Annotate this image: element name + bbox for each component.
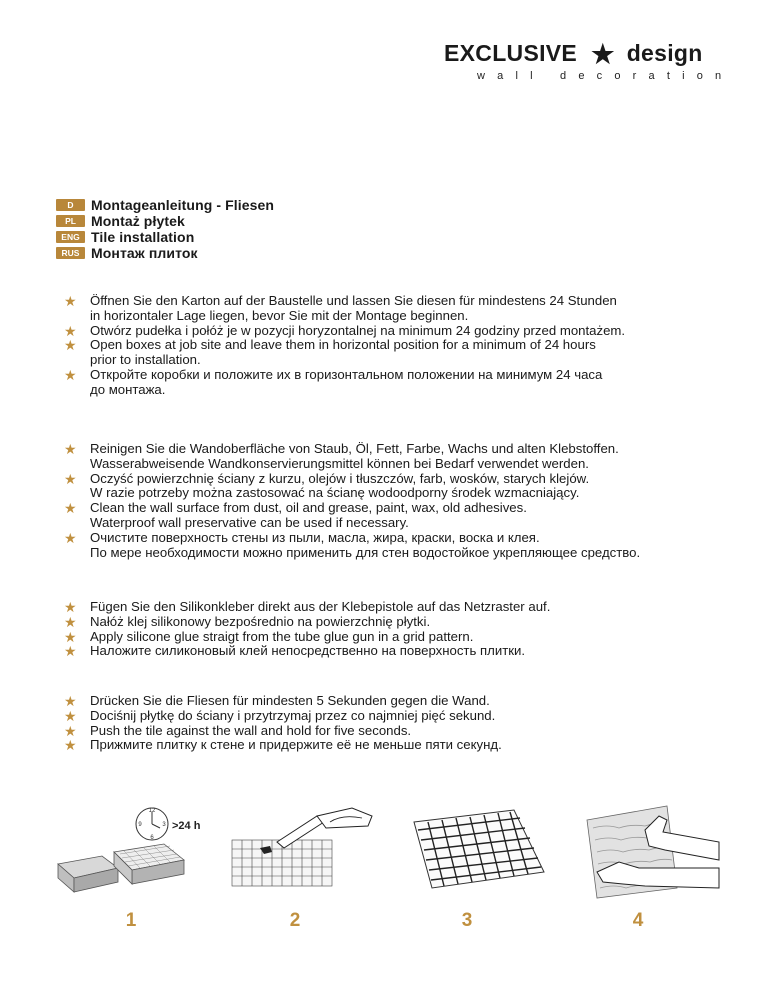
lang-title-de: Montageanleitung - Fliesen <box>91 197 275 213</box>
instruction-item <box>64 368 744 398</box>
lang-row-pl <box>56 213 274 229</box>
instruction-item <box>64 600 744 615</box>
star-bullet-icon: ★ <box>64 643 77 660</box>
instruction-text: Otwórz pudełka i połóż je w pozycji horyzontalnej na minimum 24 godziny przed montażem. <box>90 322 626 338</box>
instruction-item <box>64 709 744 724</box>
instruction-text: Dociśnij płytkę do ściany i przytrzymaj przez co najmniej pięć sekund. <box>90 707 496 723</box>
instruction-item <box>64 324 744 339</box>
brand-tagline: wall decoration <box>477 70 734 82</box>
instruction-text: Откройте коробки и положите их в горизонтальном положении на минимум 24 часа до монтажа. <box>90 366 603 397</box>
star-bullet-icon: ★ <box>64 366 77 383</box>
instruction-text: Очистите поверхность стены из пыли, масла, жира, краски, воска и клея. По мере необходимости можно применить для стен водостойкое укрепляющее средство. <box>90 529 641 560</box>
star-icon: ★ <box>591 38 615 69</box>
star-bullet-icon: ★ <box>64 293 77 309</box>
star-bullet-icon: ★ <box>64 599 77 615</box>
brand-logo <box>444 40 720 67</box>
step-illustrations <box>54 802 724 902</box>
star-bullet-icon: ★ <box>64 337 77 354</box>
star-bullet-icon: ★ <box>64 693 77 709</box>
lang-badge-pl: PL <box>56 215 85 227</box>
star-bullet-icon: ★ <box>64 737 77 754</box>
instruction-item <box>64 294 744 324</box>
instruction-text: Oczyść powierzchnię ściany z kurzu, olejów i tłuszczów, farb, wosków, starych klejów. W razie potrzeby można zastosować na ścianę wodoodporny środek wzmacniający. <box>90 470 590 501</box>
step-number-2: 2 <box>289 910 301 931</box>
star-bullet-icon: ★ <box>64 613 77 630</box>
star-bullet-icon: ★ <box>64 707 77 724</box>
instruction-item <box>64 472 744 502</box>
star-bullet-icon: ★ <box>64 322 77 339</box>
instruction-section-1 <box>64 294 744 398</box>
clock-label: >24 h <box>172 820 201 832</box>
instruction-text: Open boxes at job site and leave them in horizontal position for a minimum of 24 hours prior to installation. <box>90 337 596 368</box>
instruction-section-4 <box>64 694 744 753</box>
lang-badge-rus: RUS <box>56 247 85 259</box>
language-titles <box>56 197 274 261</box>
instruction-text: Öffnen Sie den Karton auf der Baustelle und lassen Sie diesen für mindestens 24 Stunden in horizontaler Lage liegen, bevor Sie mit der Montage beginnen. <box>90 293 617 323</box>
instruction-item <box>64 630 744 645</box>
instruction-item <box>64 694 744 709</box>
step-number-4: 4 <box>632 910 644 931</box>
brand-name-left: EXCLUSIVE <box>444 40 578 66</box>
instruction-text: Apply silicone glue straigt from the tube glue gun in a grid pattern. <box>90 628 474 644</box>
instruction-item <box>64 531 744 561</box>
star-bullet-icon: ★ <box>64 441 77 457</box>
clock-12: 12 <box>148 808 156 814</box>
instruction-item <box>64 338 744 368</box>
instruction-item <box>64 724 744 739</box>
lang-row-eng <box>56 229 274 245</box>
clock-6: 6 <box>150 835 154 841</box>
lang-badge-de: D <box>56 199 85 211</box>
instruction-item <box>64 501 744 531</box>
clock-3: 3 <box>162 822 166 828</box>
instruction-item <box>64 442 744 472</box>
step-2-illustration <box>222 802 377 902</box>
instruction-text: Прижмите плитку к стене и придержите её не меньше пяти секунд. <box>90 737 502 753</box>
instruction-item <box>64 615 744 630</box>
instruction-text: Nałóż klej silikonowy bezpośrednio na powierzchnię płytki. <box>90 613 431 629</box>
step-4-illustration <box>567 802 722 902</box>
instruction-text: Наложите силиконовый клей непосредственно на поверхность плитки. <box>90 643 526 659</box>
lang-badge-eng: ENG <box>56 231 85 243</box>
lang-title-rus: Монтаж плиток <box>91 245 198 261</box>
star-bullet-icon: ★ <box>64 628 77 645</box>
lang-row-de <box>56 197 274 213</box>
instruction-text: Reinigen Sie die Wandoberfläche von Staub, Öl, Fett, Farbe, Wachs und alten Klebstoffen. Wasserabweisende Wandkonservierungsmittel können bei Bedarf verwendet werden. <box>90 441 619 471</box>
star-bullet-icon: ★ <box>64 500 77 517</box>
instruction-text: Clean the wall surface from dust, oil and grease, paint, wax, old adhesives. Waterproof wall preservative can be used if necessary. <box>90 500 527 530</box>
step-number-3: 3 <box>461 910 473 931</box>
star-bullet-icon: ★ <box>64 470 77 487</box>
instruction-section-2 <box>64 442 744 560</box>
lang-row-rus <box>56 245 274 261</box>
brand-name-right: design <box>626 40 703 66</box>
star-bullet-icon: ★ <box>64 722 77 739</box>
step-1-illustration <box>54 802 209 902</box>
instruction-text: Drücken Sie die Fliesen für mindesten 5 Sekunden gegen die Wand. <box>90 693 490 708</box>
instruction-text: Fügen Sie den Silikonkleber direkt aus der Klebepistole auf das Netzraster auf. <box>90 599 551 614</box>
instruction-section-3 <box>64 600 744 659</box>
step-3-illustration <box>394 802 549 902</box>
instruction-text: Push the tile against the wall and hold for five seconds. <box>90 722 412 738</box>
star-bullet-icon: ★ <box>64 529 77 546</box>
instruction-item <box>64 738 744 753</box>
lang-title-eng: Tile installation <box>91 229 195 245</box>
instruction-item <box>64 644 744 659</box>
lang-title-pl: Montaż płytek <box>91 213 185 229</box>
clock-9: 9 <box>138 822 142 828</box>
step-number-1: 1 <box>125 910 137 931</box>
